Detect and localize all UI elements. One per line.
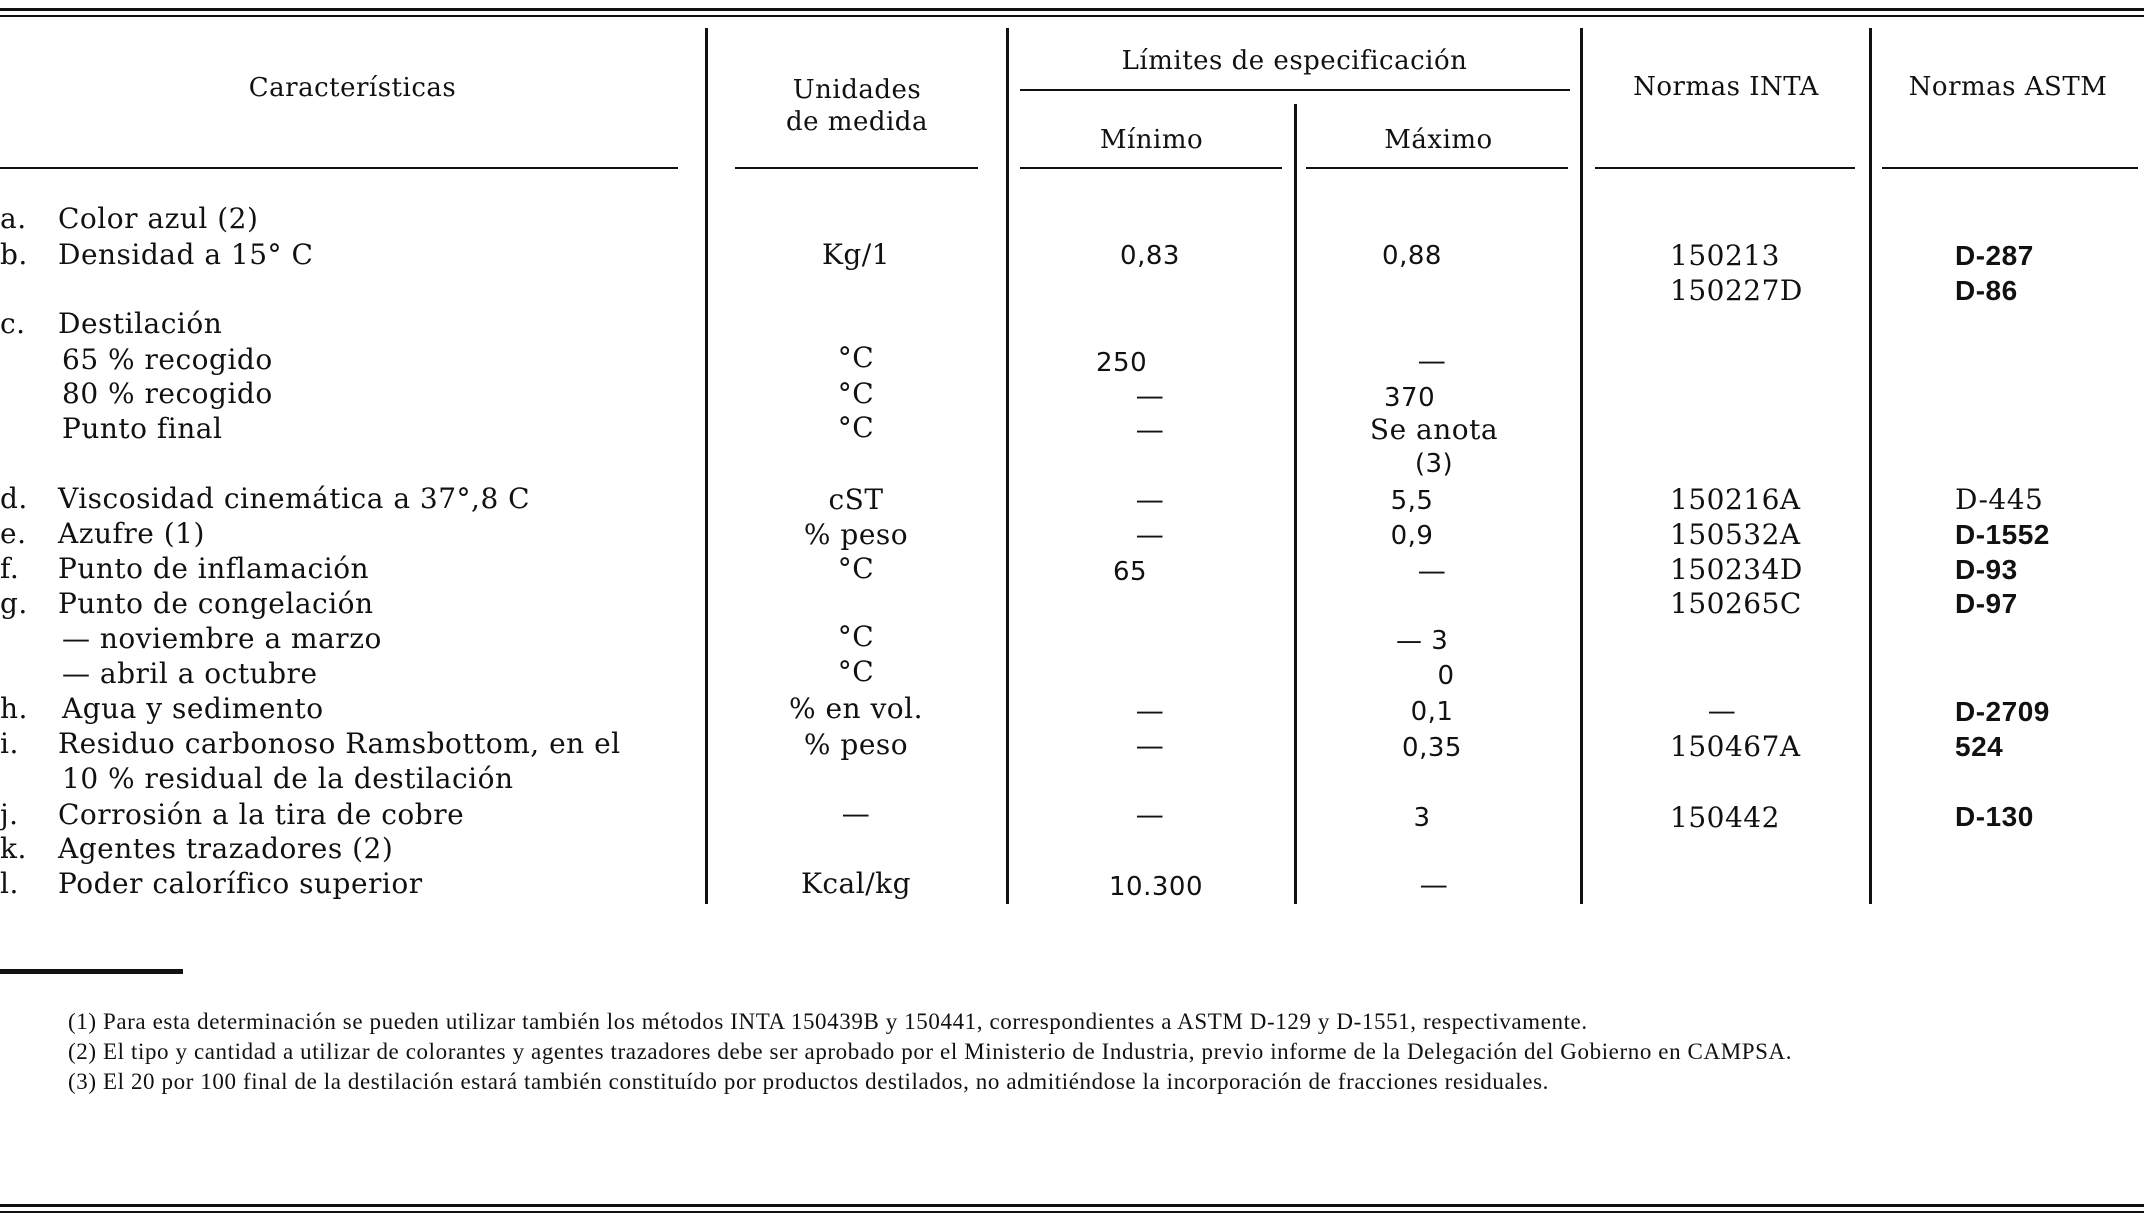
row-label: Agua y sedimento bbox=[62, 692, 324, 725]
row-max: 0,9 bbox=[1390, 521, 1434, 551]
row-inta: — bbox=[1707, 694, 1737, 727]
header-underline bbox=[1595, 167, 1855, 169]
row-min: 65 bbox=[1113, 557, 1148, 587]
header-maximo: Máximo bbox=[1384, 125, 1493, 155]
row-label: Residuo carbonoso Ramsbottom, en el bbox=[58, 727, 621, 760]
row-label: Punto de congelación bbox=[58, 587, 374, 620]
row-letter: l. bbox=[0, 867, 19, 900]
footnotes bbox=[0, 1010, 2144, 1094]
row-inta: 150442 bbox=[1670, 801, 1780, 834]
row-max: — bbox=[1417, 554, 1447, 587]
row-inta: 150234D bbox=[1670, 553, 1803, 586]
row-max: 0 bbox=[1437, 661, 1455, 691]
row-max: Se anota bbox=[1369, 413, 1499, 446]
row-unit: °C bbox=[837, 655, 875, 688]
top-rule-inner bbox=[0, 15, 2144, 17]
row-min: 250 bbox=[1096, 348, 1148, 378]
row-label: Destilación bbox=[58, 307, 223, 340]
row-max: 370 bbox=[1384, 383, 1436, 413]
row-label: — noviembre a marzo bbox=[62, 622, 382, 655]
row-min: — bbox=[1135, 694, 1165, 727]
row-max: — 3 bbox=[1396, 626, 1449, 656]
row-unit: % en vol. bbox=[788, 692, 924, 725]
row-min: 10.300 bbox=[1109, 872, 1203, 902]
row-label: Punto de inflamación bbox=[58, 552, 370, 585]
header-underline bbox=[735, 167, 978, 169]
row-astm: D-445 bbox=[1955, 483, 2044, 516]
row-astm: D-97 bbox=[1955, 588, 2018, 619]
row-letter: d. bbox=[0, 482, 28, 515]
row-max: 0,35 bbox=[1402, 733, 1462, 763]
row-min: — bbox=[1135, 729, 1165, 762]
row-inta: 150265C bbox=[1670, 587, 1802, 620]
row-letter: e. bbox=[0, 517, 27, 550]
header-normas-astm: Normas ASTM bbox=[1908, 72, 2108, 102]
row-astm: 524 bbox=[1955, 731, 2004, 762]
column-divider bbox=[1580, 28, 1583, 904]
column-divider bbox=[1294, 104, 1297, 904]
row-letter: g. bbox=[0, 587, 28, 620]
row-min: — bbox=[1135, 413, 1165, 446]
footnote-3: (3) El 20 por 100 final de la destilación estará también constituído por productos destilados, no admitiéndose la incorporación de fracciones residuales. bbox=[68, 1069, 1549, 1094]
row-label: Color azul (2) bbox=[58, 202, 259, 235]
row-min: — bbox=[1135, 379, 1165, 412]
column-divider bbox=[1869, 28, 1872, 904]
header-normas-inta: Normas INTA bbox=[1633, 72, 1819, 102]
row-inta: 150213 bbox=[1670, 239, 1780, 272]
header-unidades bbox=[708, 74, 1006, 138]
row-max: (3) bbox=[1414, 449, 1454, 479]
row-unit: °C bbox=[837, 411, 875, 444]
row-max: — bbox=[1417, 344, 1447, 377]
row-label: Viscosidad cinemática a 37°,8 C bbox=[58, 482, 531, 515]
row-letter: h. bbox=[0, 692, 28, 725]
row-unit: cST bbox=[828, 483, 884, 516]
header-unidades-line2: de medida bbox=[786, 107, 928, 137]
header-unidades-line1: Unidades bbox=[792, 75, 922, 105]
row-label: Corrosión a la tira de cobre bbox=[58, 798, 465, 831]
row-max: 5,5 bbox=[1390, 486, 1434, 516]
row-unit: °C bbox=[837, 377, 875, 410]
bottom-rule bbox=[0, 1204, 2144, 1207]
header-limites-underline bbox=[1020, 89, 1570, 91]
row-label: Azufre (1) bbox=[58, 517, 205, 550]
row-astm: D-1552 bbox=[1955, 519, 2050, 550]
row-letter: i. bbox=[0, 727, 19, 760]
row-label: — abril a octubre bbox=[62, 657, 318, 690]
row-max: — bbox=[1419, 868, 1449, 901]
row-letter: a. bbox=[0, 202, 27, 235]
row-label: 65 % recogido bbox=[62, 343, 273, 376]
row-label: Punto final bbox=[62, 412, 223, 445]
row-letter: k. bbox=[0, 832, 27, 865]
footnote-2: (2) El tipo y cantidad a utilizar de colorantes y agentes trazadores debe ser aprobado por el Ministerio de Industria, previo informe de la Delegación del Gobierno en CAMPSA. bbox=[68, 1039, 1793, 1064]
row-astm: D-86 bbox=[1955, 275, 2018, 306]
row-unit: °C bbox=[837, 341, 875, 374]
row-astm: D-287 bbox=[1955, 240, 2034, 271]
row-unit: — bbox=[841, 797, 871, 830]
column-divider bbox=[705, 28, 708, 904]
row-letter: b. bbox=[0, 238, 28, 271]
row-min: — bbox=[1135, 483, 1165, 516]
row-letter: f. bbox=[0, 552, 20, 585]
row-letter: c. bbox=[0, 307, 26, 340]
header-minimo: Mínimo bbox=[1099, 125, 1204, 155]
row-inta: 150216A bbox=[1670, 483, 1801, 516]
header-underline bbox=[1306, 167, 1568, 169]
row-astm: D-93 bbox=[1955, 554, 2018, 585]
row-unit: % peso bbox=[803, 518, 909, 551]
row-letter: j. bbox=[0, 798, 19, 831]
row-label: 80 % recogido bbox=[62, 377, 273, 410]
row-astm: D-130 bbox=[1955, 801, 2034, 832]
row-min: 0,83 bbox=[1120, 241, 1180, 271]
row-unit: Kcal/kg bbox=[800, 867, 912, 900]
row-max: 0,1 bbox=[1410, 697, 1454, 727]
row-label: Poder calorífico superior bbox=[58, 867, 423, 900]
row-label: Agentes trazadores (2) bbox=[58, 832, 394, 865]
row-unit: °C bbox=[837, 620, 875, 653]
footnote-1: (1) Para esta determinación se pueden utilizar también los métodos INTA 150439B y 150441, correspondientes a ASTM D-129 y D-1551, respectivamente. bbox=[68, 1009, 1588, 1034]
header-underline bbox=[0, 167, 678, 169]
row-astm: D-2709 bbox=[1955, 696, 2050, 727]
row-inta: 150532A bbox=[1670, 518, 1801, 551]
header-underline bbox=[1882, 167, 2138, 169]
row-unit: % peso bbox=[803, 728, 909, 761]
row-min: — bbox=[1135, 798, 1165, 831]
row-inta: 150467A bbox=[1670, 730, 1801, 763]
header-caracteristicas: Características bbox=[248, 73, 457, 103]
row-unit: Kg/1 bbox=[821, 238, 891, 271]
row-unit: °C bbox=[837, 552, 875, 585]
footnote-rule bbox=[0, 969, 183, 974]
bottom-rule-inner bbox=[0, 1211, 2144, 1213]
row-max: 0,88 bbox=[1382, 241, 1442, 271]
header-limites: Límites de especificación bbox=[1121, 46, 1468, 76]
row-inta: 150227D bbox=[1670, 274, 1803, 307]
header-underline bbox=[1020, 167, 1282, 169]
row-label: 10 % residual de la destilación bbox=[62, 762, 514, 795]
row-max: 3 bbox=[1413, 803, 1431, 833]
column-divider bbox=[1006, 28, 1009, 904]
row-min: — bbox=[1135, 518, 1165, 551]
row-label: Densidad a 15° C bbox=[58, 238, 314, 271]
top-rule bbox=[0, 8, 2144, 11]
